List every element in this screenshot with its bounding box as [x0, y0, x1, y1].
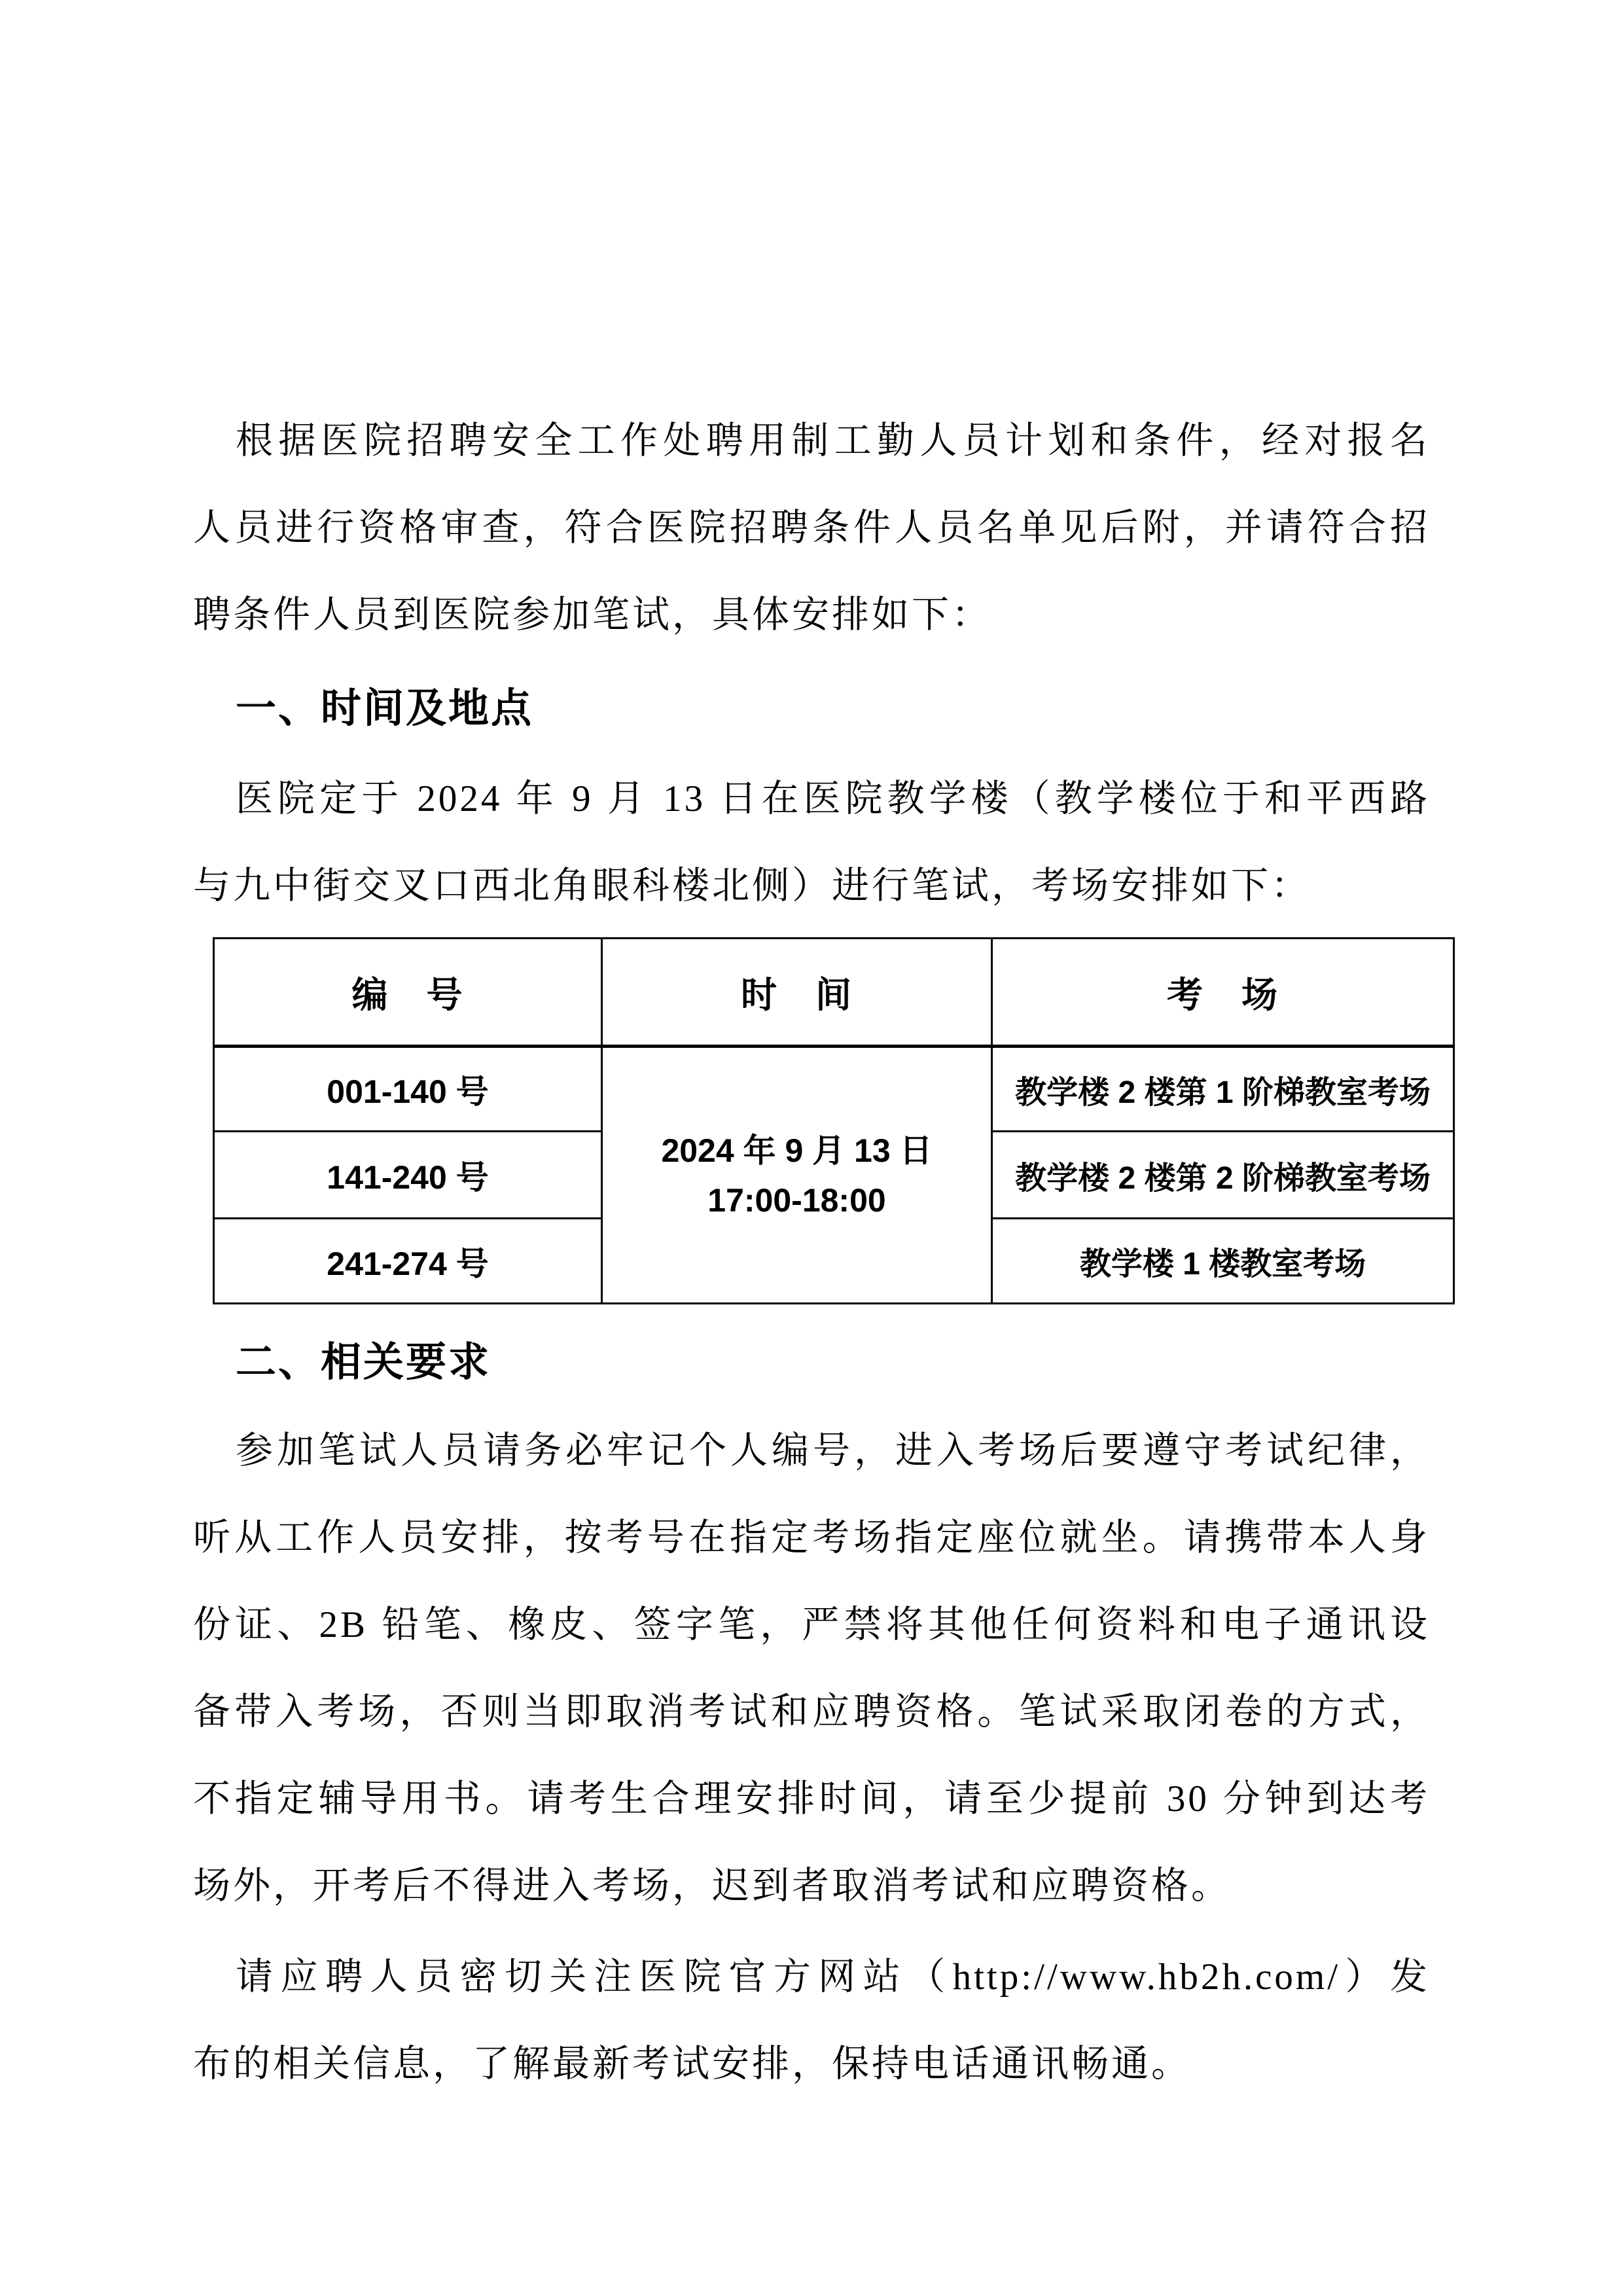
- time-date-line: 2024 年 9 月 13 日: [661, 1132, 933, 1169]
- paragraph-line: 与九中街交叉口西北角眼科楼北侧）进行笔试，考场安排如下：: [193, 865, 1311, 906]
- paragraph-line-with-url: 请应聘人员密切关注医院官方网站（http://www.hb2h.com/）发: [236, 1956, 1430, 1998]
- table-row: [214, 1047, 1454, 1132]
- paragraph-line: 不指定辅导用书。请考生合理安排时间，请至少提前 30 分钟到达考: [193, 1778, 1430, 1820]
- paragraph-line: 医院定于 2024 年 9 月 13 日在医院教学楼（教学楼位于和平西路: [236, 778, 1430, 819]
- section2-paragraph: [193, 1407, 1430, 1929]
- venue-cell: 教学楼 2 楼第 2 阶梯教室考场: [992, 1132, 1454, 1219]
- paragraph-line: 参加笔试人员请务必牢记个人编号，进入考场后要遵守考试纪律，: [236, 1430, 1430, 1471]
- column-header-time: 时 间: [602, 939, 992, 1047]
- paragraph-line: 份证、2B 铅笔、橡皮、签字笔，严禁将其他任何资料和电子通讯设: [193, 1604, 1430, 1645]
- venue-cell: 教学楼 2 楼第 1 阶梯教室考场: [992, 1047, 1454, 1132]
- paragraph-line: 根据医院招聘安全工作处聘用制工勤人员计划和条件，经对报名: [236, 420, 1430, 461]
- paragraph-line: 布的相关信息，了解最新考试安排，保持电话通讯畅通。: [193, 2043, 1191, 2085]
- exam-schedule-table: [213, 937, 1455, 1304]
- paragraph-line: 人员进行资格审查，符合医院招聘条件人员名单见后附，并请符合招: [193, 507, 1430, 548]
- venue-cell: 教学楼 1 楼教室考场: [992, 1219, 1454, 1304]
- paragraph-line: 聘条件人员到医院参加笔试，具体安排如下：: [193, 594, 991, 636]
- time-hours-line: 17:00-18:00: [707, 1181, 886, 1219]
- section-heading-requirements: 二、相关要求: [236, 1340, 491, 1385]
- number-range-cell: 241-274 号: [214, 1219, 602, 1304]
- document-content: [193, 397, 1430, 2108]
- time-cell: [602, 1047, 992, 1304]
- paragraph-line: 听从工作人员安排，按考号在指定考场指定座位就坐。请携带本人身: [193, 1517, 1430, 1558]
- number-range-cell: 141-240 号: [214, 1132, 602, 1219]
- section-heading-time-location: 一、时间及地点: [236, 686, 534, 731]
- table-header-row: [214, 939, 1454, 1047]
- column-header-number: 编 号: [214, 939, 602, 1047]
- number-range-cell: 001-140 号: [214, 1047, 602, 1132]
- closing-paragraph: [193, 1933, 1430, 2108]
- section1-paragraph: [193, 755, 1430, 929]
- paragraph-line: 场外，开考后不得进入考场，迟到者取消考试和应聘资格。: [193, 1865, 1231, 1907]
- paragraph-line: 备带入考场，否则当即取消考试和应聘资格。笔试采取闭卷的方式，: [193, 1691, 1430, 1732]
- column-header-venue: 考 场: [992, 939, 1454, 1047]
- intro-paragraph: [193, 397, 1430, 658]
